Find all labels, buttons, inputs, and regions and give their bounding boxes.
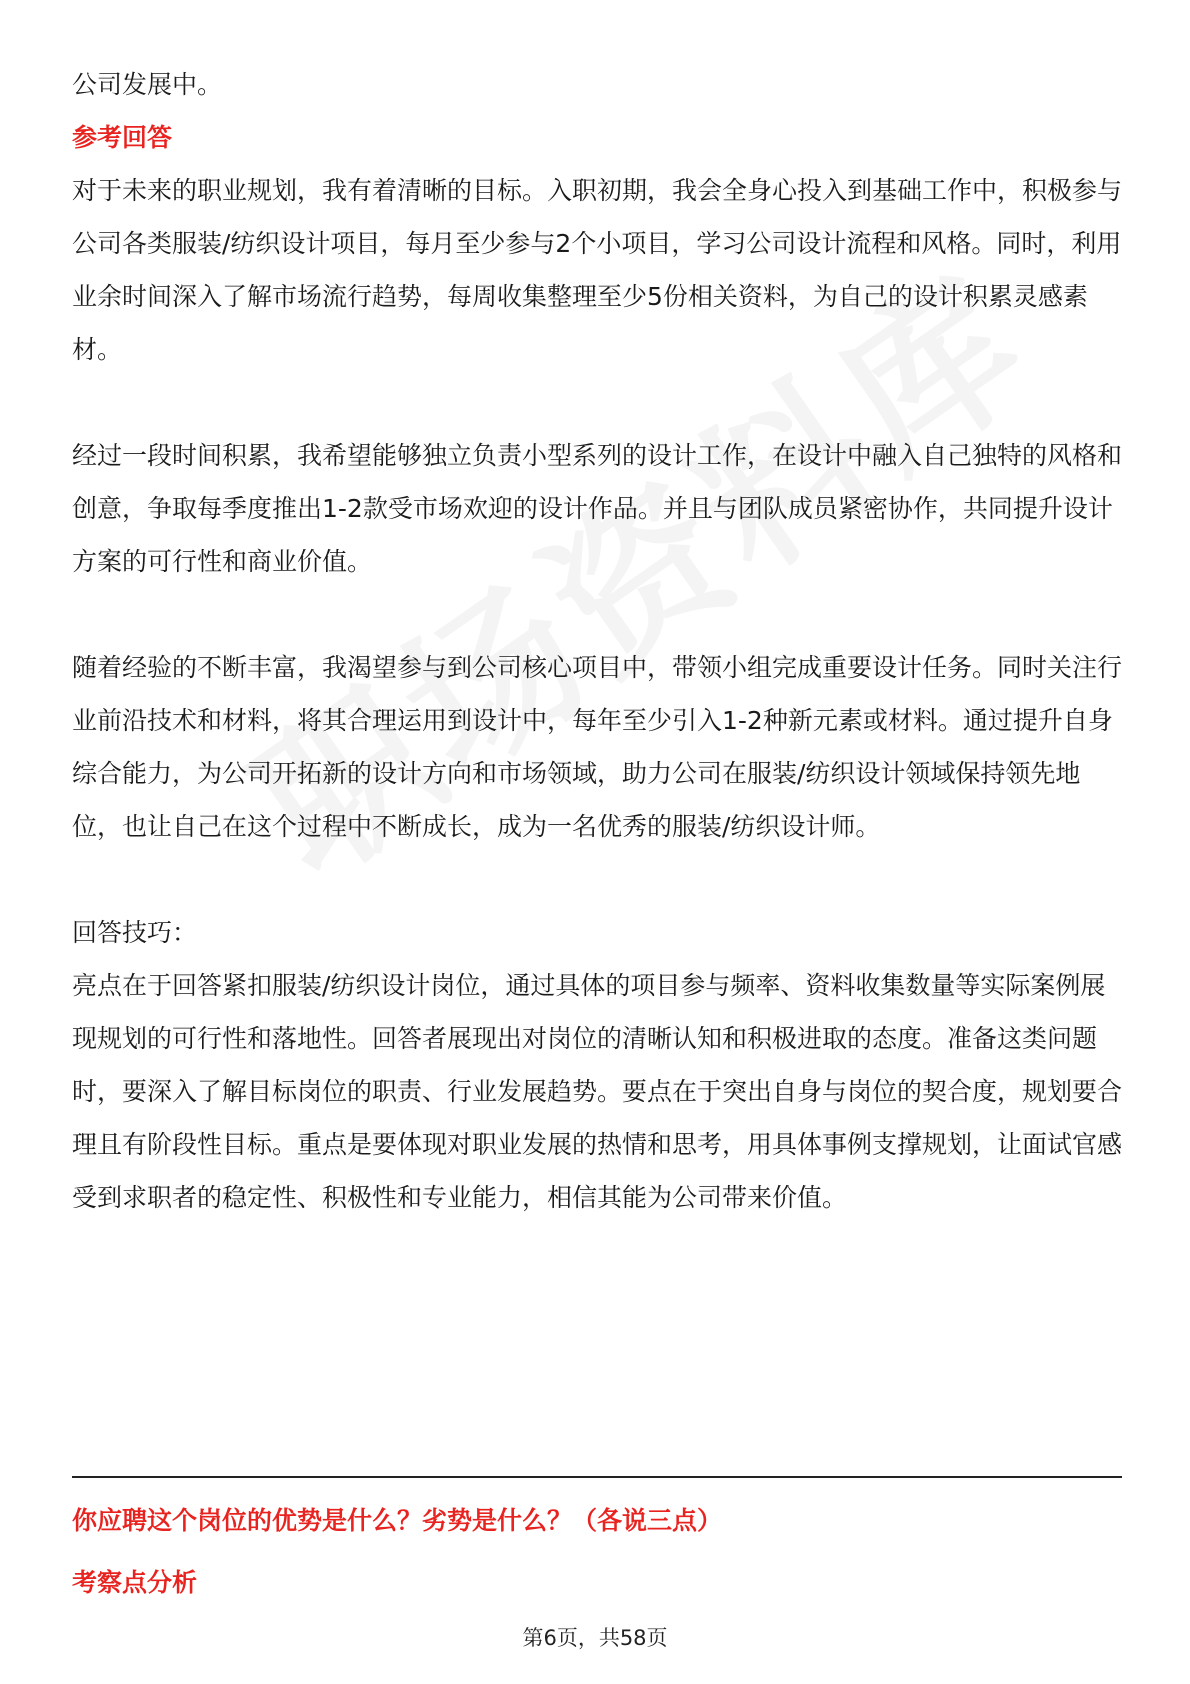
section-divider: [72, 1476, 1122, 1478]
answer-paragraph-3: 随着经验的不断丰富，我渴望参与到公司核心项目中，带领小组完成重要设计任务。同时关注行业前沿技术和材料，将其合理运用到设计中，每年至少引入1-2种新元素或材料。通过提升自身综合能力，为公司开拓新的设计方向和市场领域，助力公司在服装/纺织设计领域保持领先地位，也让自己在这个过程中不断成长，成为一名优秀的服装/纺织设计师。: [72, 653, 1123, 841]
next-question-section: [72, 1490, 1122, 1614]
reference-answer-heading: 参考回答: [72, 123, 173, 152]
paragraph-spacer: [72, 853, 1122, 906]
answer-paragraph-1: 对于未来的职业规划，我有着清晰的目标。入职初期，我会全身心投入到基础工作中，积极参与公司各类服装/纺织设计项目，每月至少参与2个小项目，学习公司设计流程和风格。同时，利用业余时间深入了解市场流行趋势，每周收集整理至少5份相关资料，为自己的设计积累灵感素材。: [72, 176, 1123, 364]
next-question-title: 你应聘这个岗位的优势是什么？劣势是什么？（各说三点）: [72, 1506, 723, 1535]
tips-heading: 回答技巧：: [72, 918, 198, 947]
intro-tail-text: 公司发展中。: [72, 70, 223, 99]
tips-text: 亮点在于回答紧扣服装/纺织设计岗位，通过具体的项目参与频率、资料收集数量等实际案例展现规划的可行性和落地性。回答者展现出对岗位的清晰认知和积极进取的态度。准备这类问题时，要深入了解目标岗位的职责、行业发展趋势。要点在于突出自身与岗位的契合度，规划要合理且有阶段性目标。重点是要体现对职业发展的热情和思考，用具体事例支撑规划，让面试官感受到求职者的稳定性、积极性和专业能力，相信其能为公司带来价值。: [72, 971, 1123, 1212]
page-content: [72, 58, 1122, 1224]
answer-paragraph-2: 经过一段时间积累，我希望能够独立负责小型系列的设计工作，在设计中融入自己独特的风格和创意，争取每季度推出1-2款受市场欢迎的设计作品。并且与团队成员紧密协作，共同提升设计方案的可行性和商业价值。: [72, 441, 1123, 576]
page-number-footer: 第6页，共58页: [522, 1626, 668, 1650]
paragraph-spacer: [72, 588, 1122, 641]
paragraph-spacer: [72, 376, 1122, 429]
analysis-heading: 考察点分析: [72, 1568, 198, 1597]
